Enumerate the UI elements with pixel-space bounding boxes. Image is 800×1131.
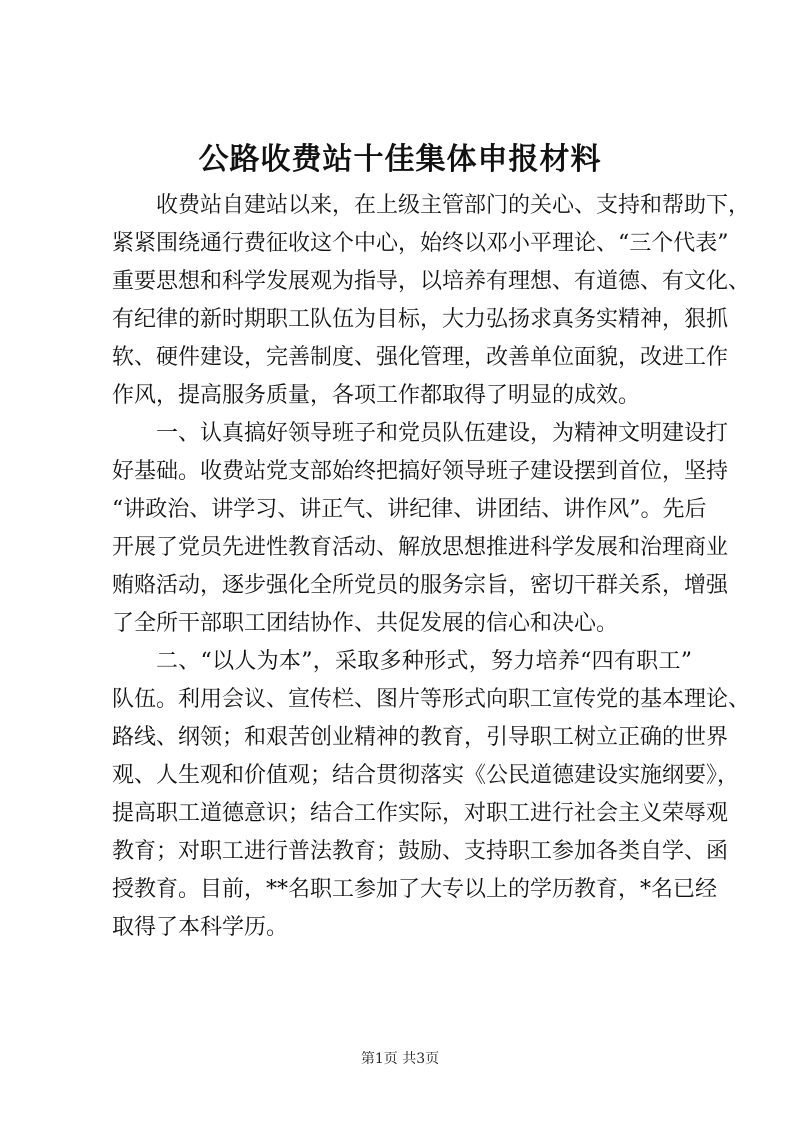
- paragraph-1-line-2: 紧紧围绕通行费征收这个中心，始终以邓小平理论、“三个代表”: [112, 231, 729, 256]
- paragraph-2-line-5: 贿赂活动，逐步强化全所党员的服务宗旨，密切干群关系，增强: [112, 573, 729, 598]
- paragraph-1-line-5: 软、硬件建设，完善制度、强化管理，改善单位面貌，改进工作: [112, 345, 729, 370]
- paragraph-3-line-8: 取得了本科学历。: [112, 915, 289, 940]
- paragraph-3-line-2: 队伍。利用会议、宣传栏、图片等形式向职工宣传党的基本理论、: [112, 687, 751, 712]
- paragraph-3-line-3: 路线、纲领；和艰苦创业精神的教育，引导职工树立正确的世界: [112, 725, 729, 750]
- paragraph-1-line-3: 重要思想和科学发展观为指导，以培养有理想、有道德、有文化、: [112, 269, 751, 294]
- paragraph-2-line-6: 了全所干部职工团结协作、共促发展的信心和决心。: [112, 611, 619, 636]
- paragraph-2-line-3: “讲政治、讲学习、讲正气、讲纪律、讲团结、讲作风”。先后: [112, 497, 707, 522]
- paragraph-3-line-4: 观、人生观和价值观；结合贯彻落实《公民道德建设实施纲要》，: [112, 763, 740, 788]
- paragraph-1-line-6: 作风，提高服务质量，各项工作都取得了明显的成效。: [112, 383, 641, 408]
- paragraph-2-line-2: 好基础。收费站党支部始终把搞好领导班子建设摆到首位，坚持: [112, 459, 729, 484]
- paragraph-2-line-1: 一、认真搞好领导班子和党员队伍建设，为精神文明建设打: [156, 421, 729, 446]
- document-title: 公路收费站十佳集体申报材料: [198, 142, 602, 177]
- paragraph-2-line-4: 开展了党员先进性教育活动、解放思想推进科学发展和治理商业: [112, 535, 729, 560]
- paragraph-1-line-4: 有纪律的新时期职工队伍为目标，大力弘扬求真务实精神，狠抓: [112, 307, 729, 332]
- paragraph-3-line-7: 授教育。目前，**名职工参加了大专以上的学历教育，*名已经: [112, 877, 718, 902]
- page-number-footer: 第1页 共3页: [360, 1051, 440, 1067]
- paragraph-1-line-1: 收费站自建站以来，在上级主管部门的关心、支持和帮助下，: [156, 193, 751, 218]
- paragraph-3-line-6: 教育；对职工进行普法教育；鼓励、支持职工参加各类自学、函: [112, 839, 729, 864]
- document-body: [112, 187, 751, 947]
- paragraph-3-line-5: 提高职工道德意识；结合工作实际，对职工进行社会主义荣辱观: [112, 801, 729, 826]
- paragraph-3-line-1: 二、“以人为本”，采取多种形式，努力培养“四有职工”: [156, 649, 692, 674]
